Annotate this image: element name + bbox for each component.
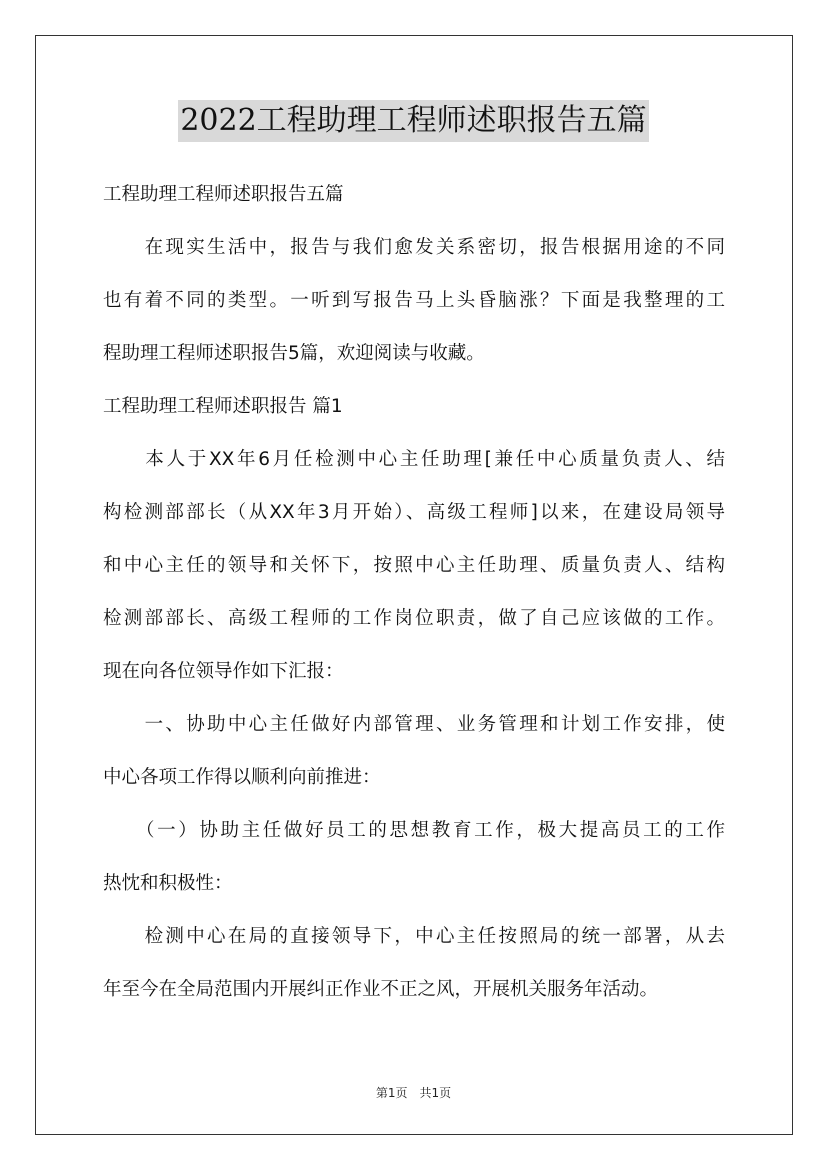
text-line: 检测部部长、高级工程师的工作岗位职责，做了自己应该做的工作。 — [103, 608, 725, 629]
text-line: 程助理工程师述职报告5篇，欢迎阅读与收藏。 — [103, 343, 485, 364]
text-line: （一）协助主任做好员工的思想教育工作，极大提高员工的工作 — [103, 820, 725, 841]
text-line: 工程助理工程师述职报告五篇 — [103, 184, 344, 205]
text-line: 也有着不同的类型。一听到写报告马上头昏脑涨？下面是我整理的工 — [103, 290, 725, 311]
document-body — [103, 176, 725, 1008]
text-line: 年至今在全局范围内开展纠正作业不正之风，开展机关服务年活动。 — [103, 979, 659, 1000]
text-line: 在现实生活中，报告与我们愈发关系密切，报告根据用途的不同 — [103, 237, 725, 258]
text-line: 现在向各位领导作如下汇报： — [103, 661, 344, 682]
paragraph-intro — [103, 229, 725, 372]
text-line: 检测中心在局的直接领导下，中心主任按照局的统一部署，从去 — [103, 926, 725, 947]
page-footer — [0, 1084, 827, 1101]
title-area — [0, 100, 827, 142]
text-line: 一、协助中心主任做好内部管理、业务管理和计划工作安排，使 — [103, 714, 725, 735]
paragraph-body-4 — [103, 918, 725, 1008]
text-line: 本人于XX年6月任检测中心主任助理[兼任中心质量负责人、结 — [103, 449, 725, 470]
text-line: 热忱和积极性： — [103, 873, 233, 894]
document-title: 2022工程助理工程师述职报告五篇 — [178, 100, 648, 142]
text-line: 和中心主任的领导和关怀下，按照中心主任助理、质量负责人、结构 — [103, 555, 725, 576]
paragraph-body-3 — [103, 812, 725, 902]
text-line: 中心各项工作得以顺利向前推进： — [103, 767, 381, 788]
page-number: 第1页 共1页 — [375, 1086, 452, 1100]
paragraph-body-1 — [103, 441, 725, 690]
paragraph-heading — [103, 176, 725, 213]
text-line: 工程助理工程师述职报告 篇1 — [103, 396, 343, 417]
paragraph-section-heading — [103, 388, 725, 425]
paragraph-body-2 — [103, 706, 725, 796]
text-line: 构检测部部长（从XX年3月开始）、高级工程师]以来，在建设局领导 — [103, 502, 725, 523]
